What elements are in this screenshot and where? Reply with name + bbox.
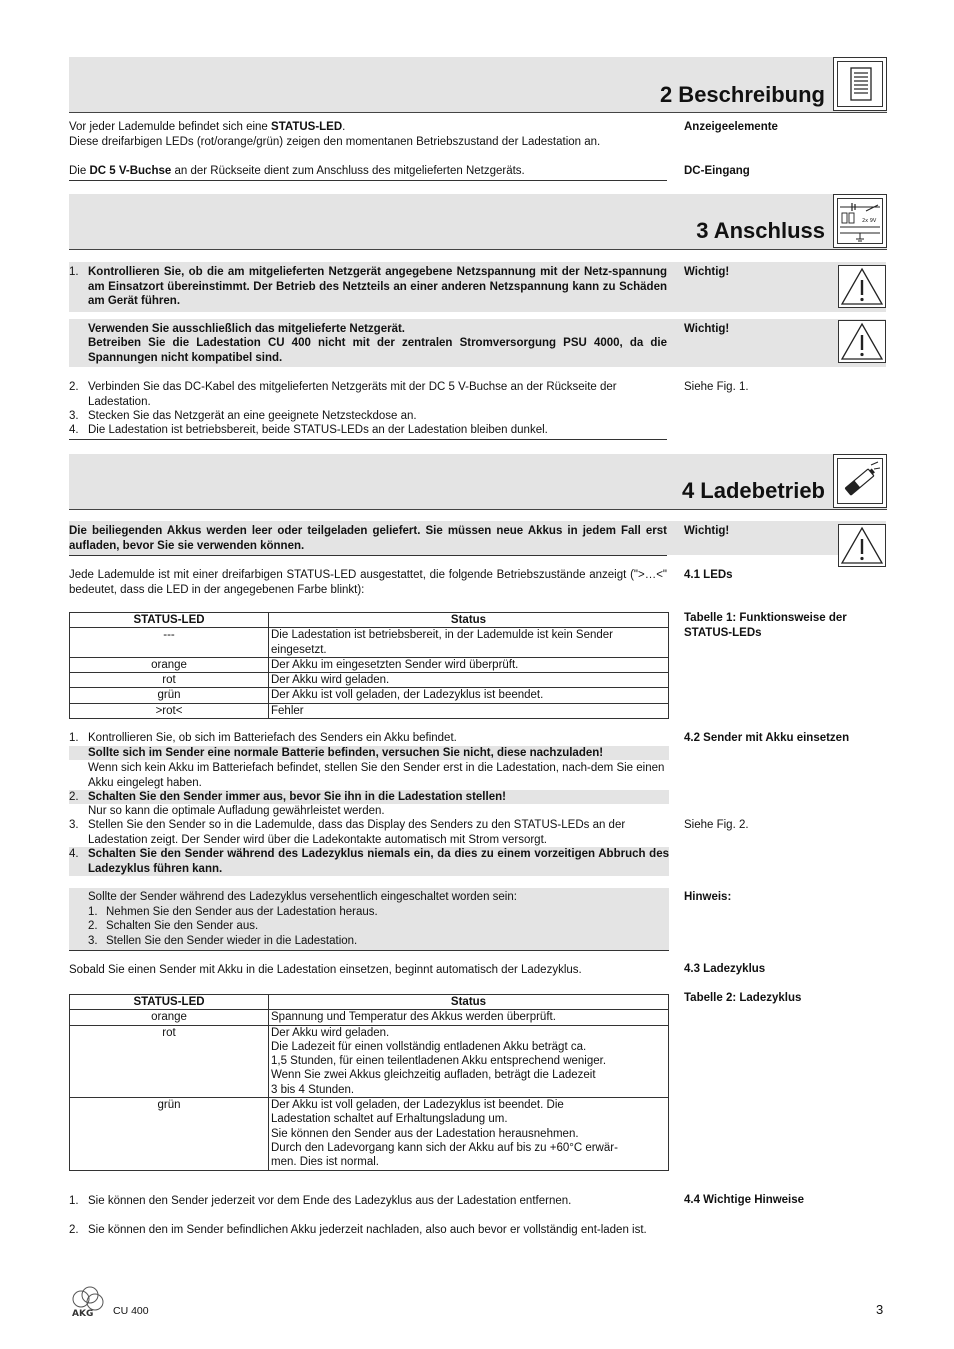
leds-intro: Jede Lademulde ist mit einer dreifarbigen STATUS-LED ausgestattet, die folgende Betriebszustände anzeigt (">…<" bedeutet, dass die LED in der angegebenen Farbe blinkt): bbox=[69, 569, 667, 596]
table-cell: Die Ladestation ist betriebsbereit, in der Lademulde ist kein Sender eingesetzt. bbox=[269, 628, 669, 658]
table-row bbox=[70, 673, 669, 688]
wichtig-label-3: Wichtig! bbox=[684, 525, 730, 537]
side-table-2: Tabelle 2: Ladezyklus bbox=[684, 992, 802, 1004]
side-4-2: 4.2 Sender mit Akku einsetzen bbox=[684, 732, 850, 744]
item-2-bold: Schalten Sie den Sender immer aus, bevor Sie ihn in die Ladestation stellen! bbox=[88, 791, 506, 803]
warning-1-text: Kontrollieren Sie, ob die am mitgelieferten Netzgerät angegebene Netzspannung mit der Netz-spannung am Einsatzort übereinstimmt. Der Betrieb des Netzteils an einer anderen Netzspannung kann zu Schäden am Gerät führen. bbox=[88, 266, 667, 307]
table-led-functions bbox=[69, 612, 669, 719]
step-number: 1. bbox=[69, 732, 79, 744]
table-cell: rot bbox=[70, 673, 269, 688]
step-number: 1. bbox=[88, 906, 98, 918]
table-cell: rot bbox=[70, 1025, 269, 1097]
table-row bbox=[70, 628, 669, 658]
table-header-row bbox=[70, 613, 669, 628]
table-row bbox=[70, 703, 669, 718]
item-3-text: Stellen Sie den Sender so in die Lademulde, dass das Display des Senders zu den STATUS-LEDs an der Ladestation zeigt. Der Sender wird über die Ladekontakte automatisch mit Strom versorgt. bbox=[88, 819, 626, 846]
step-number: 1. bbox=[69, 266, 79, 278]
item-2-rest: Nur so kann die optimale Aufladung gewährleistet werden. bbox=[88, 805, 385, 817]
step-4-text: Die Ladestation ist betriebsbereit, beide STATUS-LEDs an der Ladestation bleiben dunkel. bbox=[88, 424, 548, 436]
step-number: 2. bbox=[69, 791, 79, 803]
cell-line: Durch den Ladevorgang kann sich der Akku auf bis zu +60°C erwär- bbox=[271, 1141, 618, 1154]
step-number: 2. bbox=[88, 920, 98, 932]
warning-triangle-icon bbox=[838, 524, 886, 567]
item-1-text: Kontrollieren Sie, ob sich im Batteriefach des Senders ein Akku befindet. bbox=[88, 732, 457, 744]
akg-logo-text: AKG bbox=[72, 1309, 94, 1319]
cell-line: Der Akku wird geladen. bbox=[271, 1026, 390, 1039]
desc-para-3: Die DC 5 V-Buchse an der Rückseite dient zum Anschluss des mitgelieferten Netzgeräts. bbox=[69, 165, 525, 177]
wichtig-label-2: Wichtig! bbox=[684, 323, 730, 335]
side-leds: 4.1 LEDs bbox=[684, 569, 733, 581]
divider bbox=[69, 439, 667, 440]
section-4-title: 4 Ladebetrieb bbox=[681, 478, 825, 503]
table-row bbox=[70, 657, 669, 672]
hinweis-label: Hinweis: bbox=[684, 891, 732, 903]
warning-3-text: Die beiliegenden Akkus werden leer oder teilgeladen geliefert. Sie müssen neue Akkus in jedem Fall erst aufladen, bevor Sie sie verwenden können. bbox=[69, 525, 667, 552]
page-number: 3 bbox=[876, 1302, 884, 1317]
section-3-title: 3 Anschluss bbox=[696, 218, 825, 243]
cell-line: Wenn Sie zwei Akkus gleichzeitig aufladen, beträgt die Ladezeit bbox=[271, 1069, 596, 1082]
circuit-label: 2x 9V bbox=[862, 218, 877, 224]
cell-line: Sie können den Sender aus der Ladestation herausnehmen. bbox=[271, 1127, 579, 1140]
item-4-bold: Schalten Sie den Sender während des Ladezyklus niemals ein, da dies zu einem vorzeitigen Abbruch des Ladezyklus führen kann. bbox=[88, 848, 669, 875]
side-dc-eingang: DC-Eingang bbox=[684, 165, 750, 177]
hinweis-step-3: Stellen Sie den Sender wieder in die Ladestation. bbox=[106, 935, 358, 947]
step-number: 4. bbox=[69, 424, 79, 436]
see-fig-1: Siehe Fig. 1. bbox=[684, 381, 749, 393]
table-row bbox=[70, 1025, 669, 1097]
table-cell: Der Akku wird geladen. bbox=[269, 673, 669, 688]
table-charge-cycle bbox=[69, 994, 669, 1171]
footer-model: CU 400 bbox=[113, 1305, 149, 1317]
step-number: 3. bbox=[69, 819, 79, 831]
see-fig-2: Siehe Fig. 2. bbox=[684, 819, 749, 831]
table-cell: orange bbox=[70, 657, 269, 672]
table-header-cell: Status bbox=[269, 995, 669, 1010]
divider bbox=[69, 950, 669, 951]
table-cell: grün bbox=[70, 1098, 269, 1170]
table-cell: Der Akku ist voll geladen, der Ladezyklus ist beendet. bbox=[269, 688, 669, 703]
table-cell: Spannung und Temperatur des Akkus werden überprüft. bbox=[269, 1010, 669, 1025]
note-1-text: Sie können den Sender jederzeit vor dem Ende des Ladezyklus aus der Ladestation entfernen. bbox=[88, 1195, 572, 1207]
section-2-title: 2 Beschreibung bbox=[659, 82, 825, 107]
item-1-bold: Sollte sich im Sender eine normale Batterie befinden, versuchen Sie nicht, diese nachzuladen! bbox=[88, 747, 604, 759]
table-cell: Der Akku im eingesetzten Sender wird überprüft. bbox=[269, 657, 669, 672]
table-cell: Fehler bbox=[269, 703, 669, 718]
table-row bbox=[70, 688, 669, 703]
cell-line: 1,5 Stunden, für einen teilentladenen Akku entsprechend weniger. bbox=[271, 1055, 607, 1068]
step-number: 2. bbox=[69, 381, 79, 393]
table-cell: --- bbox=[70, 628, 269, 658]
hinweis-step-2: Schalten Sie den Sender aus. bbox=[106, 920, 259, 932]
battery-charger-icon bbox=[833, 454, 887, 508]
section-2-header bbox=[69, 57, 887, 113]
document-icon bbox=[833, 57, 887, 111]
cell-line: 3 bis 4 Stunden. bbox=[271, 1083, 355, 1096]
section-3-header bbox=[69, 194, 887, 250]
step-2-text: Verbinden Sie das DC-Kabel des mitgelieferten Netzgeräts mit der DC 5 V-Buchse an der Rückseite der Ladestation. bbox=[88, 381, 617, 408]
side-4-3: 4.3 Ladezyklus bbox=[684, 963, 766, 975]
cell-line: men. Dies ist normal. bbox=[271, 1156, 380, 1169]
side-4-4: 4.4 Wichtige Hinweise bbox=[684, 1194, 805, 1206]
desc-para-1: Vor jeder Lademulde befindet sich eine STATUS-LED. bbox=[69, 121, 346, 133]
hinweis-intro: Sollte der Sender während des Ladezyklus versehentlich eingeschaltet worden sein: bbox=[88, 891, 517, 903]
cell-line: Der Akku ist voll geladen, der Ladezyklus ist beendet. Die bbox=[271, 1099, 564, 1112]
section-4-header bbox=[69, 454, 887, 510]
cell-line: Die Ladezeit für einen vollständig entladenen Akku beträgt ca. bbox=[271, 1040, 587, 1053]
table-row bbox=[70, 1098, 669, 1170]
step-number: 1. bbox=[69, 1195, 79, 1207]
side-table-1: Tabelle 1: Funktionsweise der STATUS-LEDs bbox=[684, 612, 847, 639]
akg-logo bbox=[68, 1285, 108, 1321]
table-header-cell: STATUS-LED bbox=[70, 995, 269, 1010]
warning-triangle-icon bbox=[838, 320, 886, 363]
side-anzeigeelemente: Anzeigeelemente bbox=[684, 121, 778, 133]
warning-2-text-a: Verwenden Sie ausschließlich das mitgelieferte Netzgerät. bbox=[88, 323, 406, 335]
table-cell: >rot< bbox=[70, 703, 269, 718]
divider bbox=[69, 180, 667, 181]
step-number: 3. bbox=[69, 410, 79, 422]
table-row bbox=[70, 1010, 669, 1025]
cycle-intro: Sobald Sie einen Sender mit Akku in die Ladestation einsetzen, beginnt automatisch der Ladezyklus. bbox=[69, 964, 582, 976]
table-header-cell: STATUS-LED bbox=[70, 613, 269, 628]
note-2-text: Sie können den im Sender befindlichen Akku jederzeit nachladen, also auch bevor er vollständig ent-laden ist. bbox=[88, 1224, 647, 1236]
table-header-cell: Status bbox=[269, 613, 669, 628]
divider bbox=[69, 555, 667, 556]
table-cell: orange bbox=[70, 1010, 269, 1025]
warning-triangle-icon bbox=[838, 265, 886, 308]
circuit-icon bbox=[833, 194, 887, 248]
wichtig-label-1: Wichtig! bbox=[684, 266, 730, 278]
warning-2-text-b: Betreiben Sie die Ladestation CU 400 nicht mit der zentralen Stromversorgung PSU 4000, da die Spannungen nicht kompatibel sind. bbox=[88, 337, 667, 364]
step-number: 2. bbox=[69, 1224, 79, 1236]
step-number: 4. bbox=[69, 848, 79, 860]
table-cell bbox=[269, 1025, 669, 1097]
item-1-rest: Wenn sich kein Akku im Batteriefach befindet, stellen Sie den Sender erst in die Ladestation, nach-dem Sie einen Akku eingelegt haben. bbox=[88, 762, 665, 789]
hinweis-step-1: Nehmen Sie den Sender aus der Ladestation heraus. bbox=[106, 906, 378, 918]
cell-line: Ladestation schaltet auf Erhaltungsladung um. bbox=[271, 1113, 508, 1126]
step-number: 3. bbox=[88, 935, 98, 947]
step-3-text: Stecken Sie das Netzgerät an eine geeignete Netzsteckdose an. bbox=[88, 410, 417, 422]
table-cell: grün bbox=[70, 688, 269, 703]
table-cell bbox=[269, 1098, 669, 1170]
table-header-row bbox=[70, 995, 669, 1010]
desc-para-2: Diese dreifarbigen LEDs (rot/orange/grün) zeigen den momentanen Betriebszustand der Ladestation an. bbox=[69, 136, 601, 148]
